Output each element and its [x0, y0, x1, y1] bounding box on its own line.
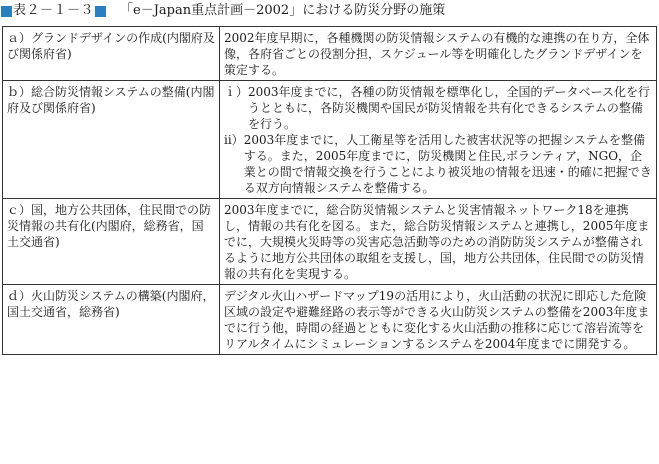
row-content — [220, 27, 657, 81]
list-item — [224, 202, 652, 282]
row-label: ｂ）総合防災情報システムの整備(内閣府及び関係府省) — [3, 81, 220, 199]
item-text: デジタル火山ハザードマップ19の活用により，火山活動の状況に即応した危険区域の設定や避難経路の表示等ができる火山防災システムの整備を2003年度までに行う他，時間の経過とともに変化する火山活動の推移に応じて溶岩流等をリアルタイムにシミュレーションするシステムを2004年度までに開発する。 — [224, 289, 650, 351]
blue-square-icon — [1, 6, 12, 17]
list-item — [224, 288, 652, 352]
table-caption — [0, 0, 659, 22]
row-label: ｃ）国，地方公共団体，住民間での防災情報の共有化(内閣府，総務省，国土交通省) — [3, 199, 220, 285]
item-text: 2003年度までに，各種の防災情報を標準化し，全国的データベース化を行うとともに，各防災機関や国民が防災情報を共有化できるシステムの整備を行う。 — [248, 85, 650, 131]
item-text: 2002年度早期に，各種機関の防災情報システムの有機的な連携の在り方，全体像，各府省ごとの役割分担，スケジュール等を明確化したグランドデザインを策定する。 — [224, 31, 650, 77]
table-row-d — [3, 285, 657, 355]
table-row-c — [3, 199, 657, 285]
row-content — [220, 81, 657, 199]
item-marker: ii） — [224, 133, 244, 147]
list-item — [224, 132, 652, 196]
table-row-b — [3, 81, 657, 199]
row-content — [220, 199, 657, 285]
item-marker: ｉ） — [224, 85, 249, 99]
item-text: 2003年度までに，人工衛星等を活用した被害状況等の把握システムを整備する。また，2005年度までに，防災機関と住民,ボランティア，NGO，企業との間で情報交換を行うことにより被災地の情報を迅速・的確に把握できる双方向情報システムを整備する。 — [243, 133, 652, 195]
blue-square-icon — [95, 6, 106, 17]
list-item — [224, 30, 652, 78]
list-item — [224, 84, 652, 132]
row-label: ｄ）火山防災システムの構築(内閣府，国土交通省，総務省) — [3, 285, 220, 355]
measures-table — [2, 26, 657, 355]
table-title: 「e－Japan重点計画－2002」における防災分野の施策 — [120, 3, 446, 18]
table-number: 表２－１－３ — [13, 3, 95, 18]
row-label: ａ）グランドデザインの作成(内閣府及び関係府省) — [3, 27, 220, 81]
row-content — [220, 285, 657, 355]
table-row-a — [3, 27, 657, 81]
item-text: 2003年度までに，総合防災情報システムと災害情報ネットワーク18を連携し，情報の共有化を図る。また，総合防災情報システムと連携し，2005年度までに，大規模火災時等の災害応急活動等のための消防防災システムが整備されるように地方公共団体の取組を支援し，国，地方公共団体，住民間での防災情報の共有化を実現する。 — [224, 203, 650, 281]
